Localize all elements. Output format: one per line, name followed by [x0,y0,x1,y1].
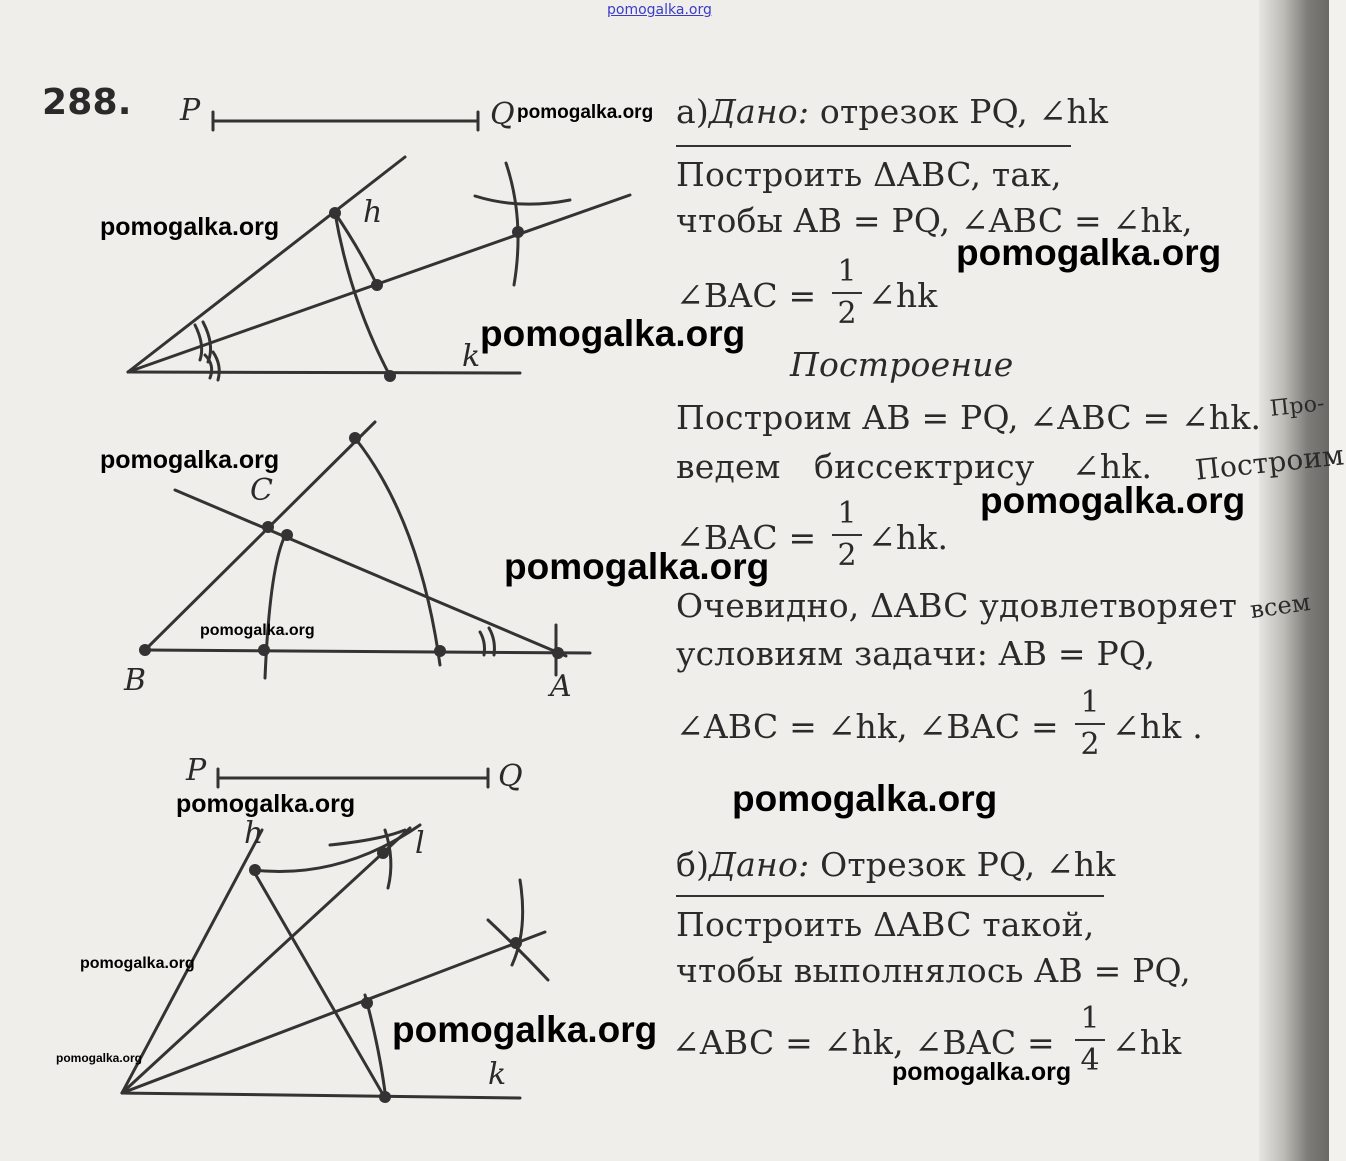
part-a-build-line2: чтобы AB = PQ, ∠ABC = ∠hk, [676,201,1193,240]
watermark: pomogalka.org [480,313,746,354]
label-l: l [415,826,425,861]
watermark: pomogalka.org [176,790,356,818]
watermark: pomogalka.org [392,1009,658,1050]
construction-line2-mid: биссектрису [814,447,1035,486]
label-k2: k [488,1057,507,1092]
side-b-triangle [253,870,385,1098]
part-b-build-line3-right: ∠hk [1112,1023,1182,1062]
construction-line2-tail: Построим [1193,438,1346,487]
part-a-build-line3-right: ∠hk [868,276,938,315]
part-a-given-rule [676,145,1071,147]
arc-mid-1 [265,532,287,678]
watermark: pomogalka.org [517,102,654,123]
watermark: pomogalka.org [200,622,315,639]
construction-line4: Очевидно, ΔABC удовлетворяет [676,586,1238,625]
construction-line3-right: ∠hk. [868,518,949,557]
part-a-given: а)Дано: отрезок PQ, ∠hk [676,92,1109,131]
watermark: pomogalka.org [80,955,195,972]
watermark: pomogalka.org [100,213,280,241]
site-link[interactable]: pomogalka.org [607,2,712,18]
arc-top-2 [475,196,570,204]
label-a: A [550,669,572,704]
label-h2: h [244,816,264,851]
part-a-build-line1: Построить ΔABC, так, [676,155,1062,194]
construction-fraction: 1 2 [832,497,862,573]
construction-line1: Построим AB = PQ, ∠ABC = ∠hk. [676,398,1262,437]
label-q2: Q [498,759,523,794]
construction-line2-left: ведем [676,447,781,486]
construction-line3-left: ∠BAC = [676,518,817,557]
ray-k-bottom [122,1093,520,1098]
label-b: B [124,663,147,698]
label-q1: Q [490,97,515,132]
part-a-build-line3-left: ∠BAC = [676,276,817,315]
arc-top-1 [335,213,390,376]
watermark: pomogalka.org [100,446,280,474]
watermark: pomogalka.org [56,1051,143,1065]
watermark: pomogalka.org [504,546,770,587]
part-b-build-line3-left: ∠ABC = ∠hk, ∠BAC = [672,1023,1055,1062]
label-c: C [250,473,273,508]
construction-fraction-2: 1 2 [1075,686,1105,762]
construction-line6-right: ∠hk . [1112,707,1203,746]
ray-h-top [128,157,405,372]
watermark: pomogalka.org [732,778,998,819]
arc-mid-2 [355,438,440,665]
part-a-fraction: 1 2 [832,255,862,331]
label-p1: P [180,93,201,128]
label-p2: P [186,753,207,788]
construction-line5: условиям задачи: AB = PQ, [676,634,1156,673]
problem-number: 288. [42,82,132,123]
construction-title: Построение [790,345,1014,384]
part-b-given-rule [676,895,1104,897]
label-k1: k [462,339,481,374]
construction-line6-left: ∠ABC = ∠hk, ∠BAC = [676,707,1059,746]
label-h1: h [363,195,383,230]
watermark: pomogalka.org [956,232,1222,273]
construction-line4-tail: всем [1248,587,1313,625]
part-b-build-line1: Построить ΔABC такой, [676,905,1095,944]
part-b-given: б)Дано: Отрезок PQ, ∠hk [676,845,1116,884]
side-ba [145,650,590,653]
part-b-build-line2: чтобы выполнялось AB = PQ, [676,951,1191,990]
construction-line1-tail: Про- [1268,391,1326,422]
construction-line2-hk: ∠hk. [1072,447,1153,486]
watermark: pomogalka.org [892,1058,1072,1086]
part-b-fraction: 1 4 [1075,1002,1105,1078]
watermark: pomogalka.org [980,480,1246,521]
